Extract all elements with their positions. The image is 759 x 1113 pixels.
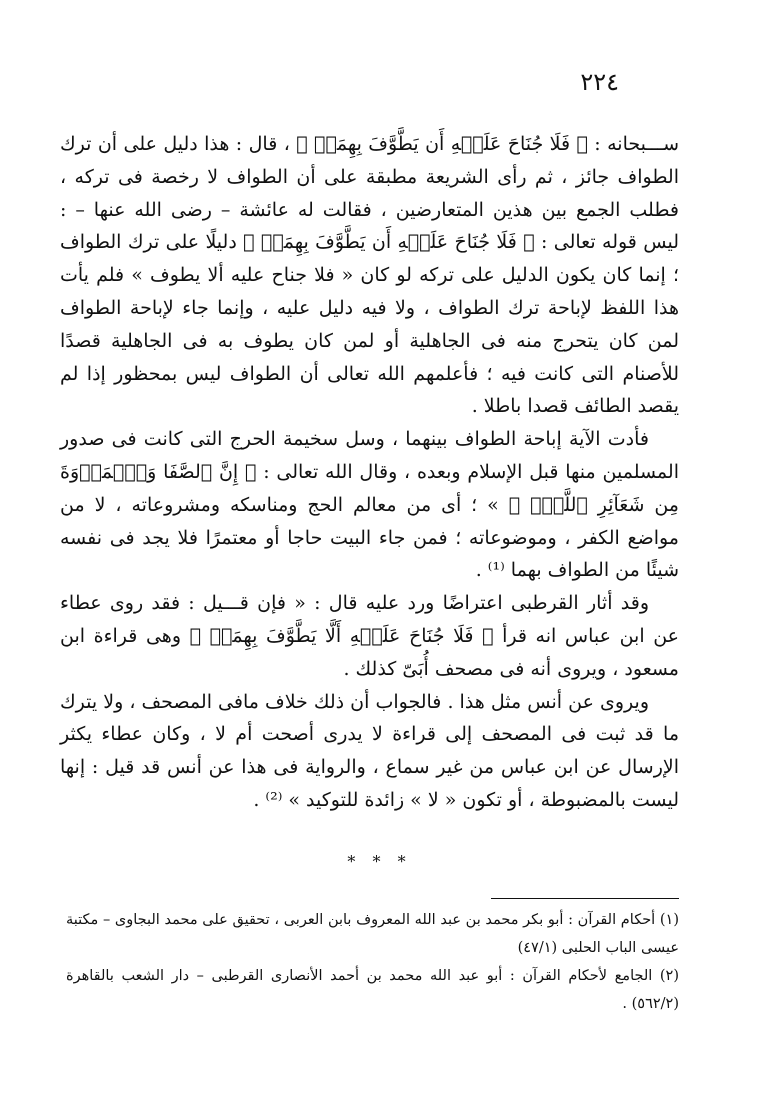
section-separator: * * * (347, 852, 412, 871)
footnote: (١) أحكام القرآن : أبو بكر محمد بن عبد الله المعروف بابن العربى ، تحقيق على محمد البجاوى – مكتبة عيسى الباب الحلبى (٤٧/١) (66, 912, 679, 956)
paragraph: وقد أثار القرطبى اعتراضًا ورد عليه قال : « فإن قـــيل : فقد روى عطاء عن ابن عباس انه قرأ ﴿ فَلَا جُنَاحَ عَلَيۡهِ أَلَّا يَطَّوَّفَ بِهِمَاۚ ﴾ وهى قراءة ابن مسعود ، ويروى أنه فى مصحف أُبَىّ كذلك . (60, 592, 679, 680)
main-text (60, 128, 679, 817)
footnote: (٢) الجامع لأحكام القرآن : أبو عبد الله محمد بن أحمد الأنصارى القرطبى – دار الشعب بالقاهرة (٥٦٢/٢) . (66, 968, 679, 1012)
footnote-divider (491, 898, 679, 899)
page-number: ٢٢٤ (580, 68, 619, 96)
paragraph: فأدت الآية إباحة الطواف بينهما ، وسل سخيمة الحرج التى كانت فى صدور المسلمين منها قبل الإسلام وبعده ، وقال الله تعالى : ﴿ إِنَّ ٱلصَّفَا وَٱلۡمَرۡوَةَ مِن شَعَآئِرِ ٱللَّهِۖ ﴾ » ؛ أى من معالم الحج ومناسكه ومشروعاته ، لا من مواضع الكفر ، وموضوعاته ؛ فمن جاء البيت حاجا أو معتمرًا فلا يجد فى نفسه شيئًا من الطواف بهما ⁽¹⁾ . (60, 428, 679, 582)
paragraph: ويروى عن أنس مثل هذا . فالجواب أن ذلك خلاف مافى المصحف ، ولا يترك ما قد ثبت فى المصحف إلى قراءة لا يدرى أصحت أم لا ، وكان عطاء يكثر الإرسال عن ابن عباس من غير سماع ، والرواية فى هذا عن أنس قد قيل : إنها ليست بالمضبوطة ، أو تكون « لا » زائدة للتوكيد » ⁽²⁾ . (60, 690, 680, 811)
footnotes (66, 906, 679, 1018)
paragraph: ســـبحانه : ﴿ فَلَا جُنَاحَ عَلَيۡهِ أَن يَطَّوَّفَ بِهِمَاۚ ﴾ ، قال : هذا دليل على أن ترك الطواف جائز ، ثم رأى الشريعة مطبقة على أن الطواف لا رخصة فى تركه ، فطلب الجمع بين هذين المتعارضين ، فقالت له عائشة – رضى الله عنها – : ليس قوله تعالى : ﴿ فَلَا جُنَاحَ عَلَيۡهِ أَن يَطَّوَّفَ بِهِمَاۚ ﴾ دليلًا على ترك الطواف ؛ إنما كان يكون الدليل على تركه لو كان « فلا جناح عليه ألا يطوف » فلم يأت هذا اللفظ لإباحة ترك الطواف ، ولا فيه دليل عليه ، وإنما جاء لإباحة الطواف لمن كان يتحرج منه فى الجاهلية أو لمن كان يطوف به فى الجاهلية قصدًا للأصنام التى كانت فيه ؛ فأعلمهم الله تعالى أن الطواف ليس بمحظور إذا لم يقصد الطائف قصدا باطلا . (60, 133, 679, 418)
